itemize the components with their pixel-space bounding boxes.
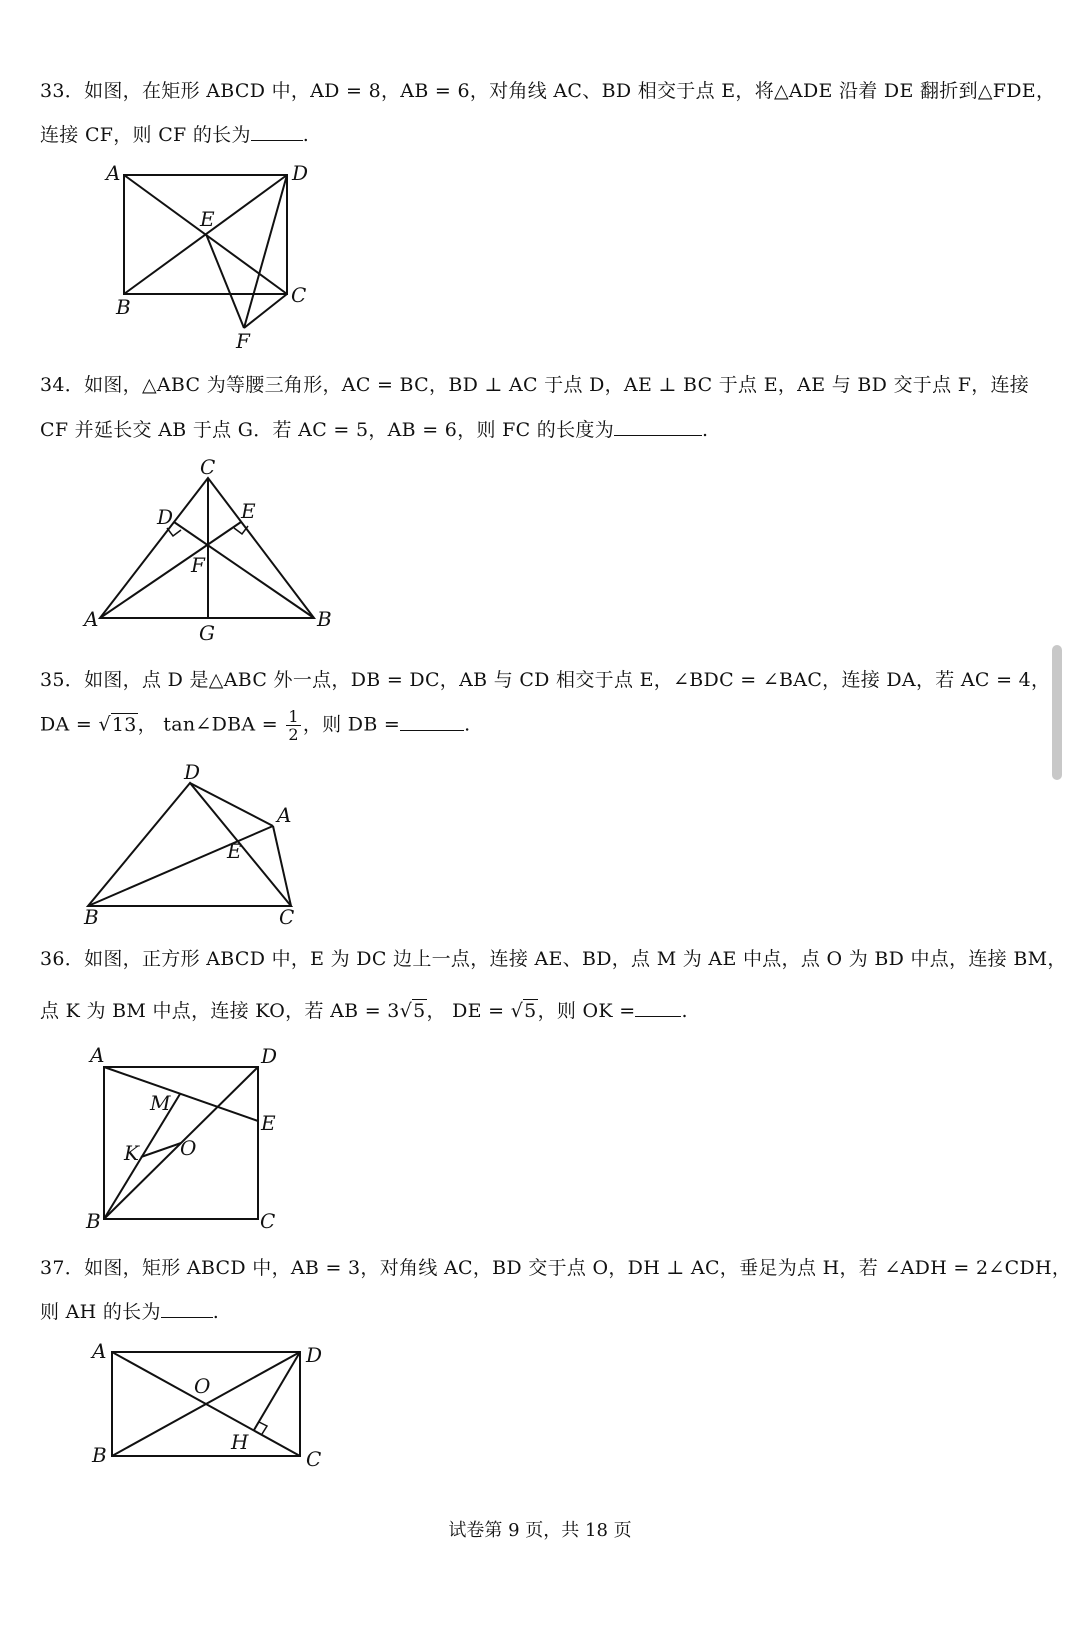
q34-text-line2a: CF 并延长交 AB 于点 G．若 AC = 5，AB = 6，则 FC 的长度为 <box>40 419 614 441</box>
q34-label-d: D <box>157 505 174 529</box>
q35-sqrt-sign: √ <box>98 713 111 736</box>
q33-label-e: E <box>200 207 215 231</box>
q35-text-line2a: DA = <box>40 713 99 736</box>
q37-label-d: D <box>306 1343 323 1367</box>
q37-label-c: C <box>306 1447 322 1471</box>
q34-label-a: A <box>84 607 99 631</box>
q36-text-line2a: 点 K 为 BM 中点，连接 KO，若 AB = 3 <box>40 1000 400 1022</box>
q33-text-line1: 33．如图，在矩形 ABCD 中，AD = 8，AB = 6，对角线 AC、BD 相交于点 E，将△ADE 沿着 DE 翻折到△FDE， <box>40 80 1056 102</box>
q35-text-line1: 35．如图，点 D 是△ABC 外一点，DB = DC，AB 与 CD 相交于点 E，∠BDC = ∠BAC，连接 DA，若 AC = 4， <box>40 669 1051 691</box>
q37-label-o: O <box>194 1374 211 1398</box>
q36-sqrt-sign-1: √ <box>399 1000 413 1022</box>
q34-label-g: G <box>199 621 215 645</box>
q37-text-line2b: . <box>212 1301 220 1323</box>
q35-label-c: C <box>279 905 295 929</box>
q36-sqrt-value-1: 5 <box>413 1000 426 1022</box>
q36-label-o: O <box>180 1136 197 1160</box>
q36-label-b: B <box>86 1209 101 1233</box>
q37-text-line1: 37．如图，矩形 ABCD 中，AB = 3，对角线 AC，BD 交于点 O，DH ⊥ AC，垂足为点 H，若 ∠ADH = 2∠CDH， <box>40 1257 1072 1279</box>
q35-text-line2b: ， tan∠DBA = <box>137 713 285 736</box>
vertical-scrollbar[interactable] <box>1052 645 1062 780</box>
q36-text-line1: 36．如图，正方形 ABCD 中，E 为 DC 边上一点，连接 AE、BD，点 M 为 AE 中点，点 O 为 BD 中点，连接 BM， <box>40 948 1067 970</box>
q35-label-b: B <box>84 905 99 929</box>
q36-sqrt-sign-2: √ <box>510 1000 524 1022</box>
q34-text-line1: 34．如图，△ABC 为等腰三角形，AC = BC，BD ⊥ AC 于点 D，AE ⊥ BC 于点 E，AE 与 BD 交于点 F，连接 <box>40 374 1030 396</box>
q34-label-b: B <box>317 607 332 631</box>
q34-text-line2b: . <box>702 419 709 441</box>
q36-text-line2c: ，则 OK = <box>537 1000 636 1022</box>
q33-label-c: C <box>291 283 307 307</box>
q35-label-e: E <box>227 839 242 863</box>
q37-label-b: B <box>92 1443 107 1467</box>
q34-label-c: C <box>200 455 216 479</box>
q37-label-a: A <box>92 1339 107 1363</box>
q33-label-d: D <box>292 161 309 185</box>
q35-label-a: A <box>277 803 292 827</box>
q36-text-line2d: . <box>681 1000 688 1022</box>
q35-fraction-numerator: 1 <box>288 707 299 726</box>
q33-text-line2a: 连接 CF，则 CF 的长为 <box>40 124 251 146</box>
q37-label-h: H <box>231 1430 249 1454</box>
q36-label-a: A <box>90 1043 105 1067</box>
q36-sqrt-value-2: 5 <box>524 1000 537 1022</box>
q33-label-f: F <box>236 329 250 353</box>
q34-label-e: E <box>241 499 256 523</box>
page-footer: 试卷第 9 页，共 18 页 <box>448 1520 632 1541</box>
q34-label-f: F <box>191 553 205 577</box>
q36-label-e: E <box>261 1111 276 1135</box>
q35-fraction-denominator: 2 <box>288 725 299 744</box>
q35-text-line2d: . <box>464 713 471 736</box>
q33-label-b: B <box>116 295 131 319</box>
q35-label-d: D <box>184 760 201 784</box>
q36-label-k: K <box>124 1141 139 1165</box>
q36-label-d: D <box>261 1044 278 1068</box>
q36-label-m: M <box>150 1091 171 1115</box>
q33-label-a: A <box>106 161 121 185</box>
q37-text-line2a: 则 AH 的长为 <box>40 1301 161 1323</box>
q35-sqrt-value: 13 <box>111 713 137 736</box>
q35-text-line2c: ，则 DB = <box>302 713 401 736</box>
q37-right-angle-h <box>259 1422 267 1434</box>
q36-label-c: C <box>260 1209 276 1233</box>
q36-text-line2b: ， DE = <box>426 1000 511 1022</box>
q33-text-line2b: . <box>302 124 310 146</box>
